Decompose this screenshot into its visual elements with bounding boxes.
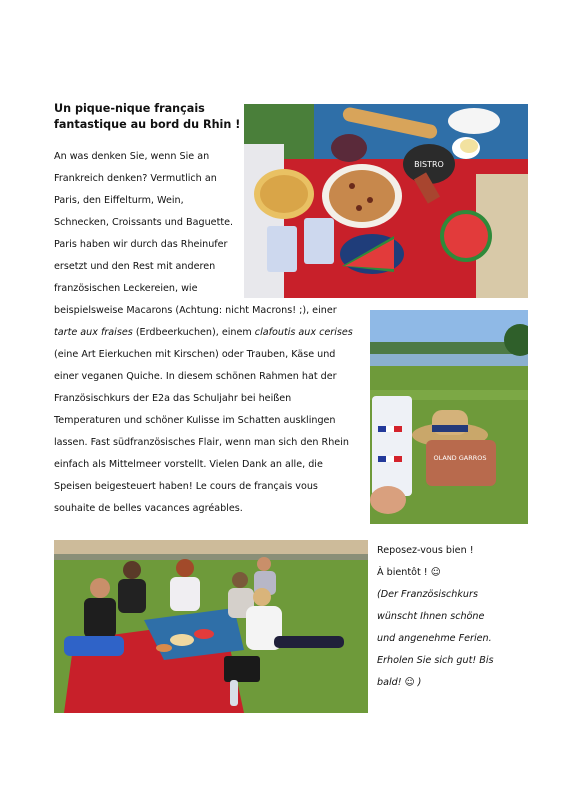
- closing-line: bald! ☺ ): [377, 677, 422, 688]
- emphasis-text: tarte aux fraises: [54, 327, 133, 338]
- body-line: [54, 327, 353, 338]
- body-line: An was denken Sie, wenn Sie an: [54, 151, 210, 162]
- body-line: Paris, den Eiffelturm, Wein,: [54, 195, 184, 206]
- closing-line: wünscht Ihnen schöne: [377, 611, 485, 622]
- body-line: ersetzt und den Rest mit anderen: [54, 261, 216, 272]
- title-line-1: Un pique-nique français: [54, 102, 205, 115]
- body-line: Temperaturen und schöner Kulisse im Schatten ausklingen: [54, 415, 336, 426]
- body-line: Paris haben wir durch das Rheinufer: [54, 239, 228, 250]
- body-line: Frankreich denken? Vermutlich an: [54, 173, 217, 184]
- body-text: (Erdbeerkuchen), einem: [132, 327, 255, 338]
- closing-line: und angenehme Ferien.: [377, 633, 492, 644]
- title-line-2: fantastique au bord du Rhin !: [54, 118, 241, 131]
- body-line: Speisen beigesteuert haben! Le cours de français vous: [54, 481, 318, 492]
- closing-line: (Der Französischkurs: [377, 589, 478, 600]
- body-line: einer veganen Quiche. In diesem schönen Rahmen hat der: [54, 371, 337, 382]
- body-line: souhaite de belles vacances agréables.: [54, 503, 243, 514]
- bistro-label: BISTRO: [414, 160, 444, 169]
- closing-line: À bientôt ! ☺: [377, 567, 441, 578]
- picnic-food-photo: [244, 104, 528, 298]
- rhine-hat-photo: [370, 310, 528, 524]
- body-line: einfach als Mittelmeer vorstellt. Vielen Dank an alle, die: [54, 459, 323, 470]
- emphasis-text: clafoutis aux cerises: [254, 327, 353, 338]
- body-line: lassen. Fast südfranzösisches Flair, wenn man sich den Rhein: [54, 437, 349, 448]
- hat-band-text: OLAND GARROS: [433, 454, 487, 462]
- body-line: beispielsweise Macarons (Achtung: nicht Macrons! ;), einer: [54, 305, 337, 316]
- group-picnic-photo: [54, 540, 368, 713]
- body-line: französischen Leckereien, wie: [54, 283, 198, 294]
- body-line: (eine Art Eierkuchen mit Kirschen) oder Trauben, Käse und: [54, 349, 336, 360]
- closing-line: Erholen Sie sich gut! Bis: [377, 655, 494, 666]
- body-line: Französischkurs der E2a das Schuljahr bei heißen: [54, 393, 292, 404]
- closing-line: Reposez-vous bien !: [377, 545, 474, 556]
- article-title: [54, 101, 244, 133]
- body-line: Schnecken, Croissants und Baguette.: [54, 217, 234, 228]
